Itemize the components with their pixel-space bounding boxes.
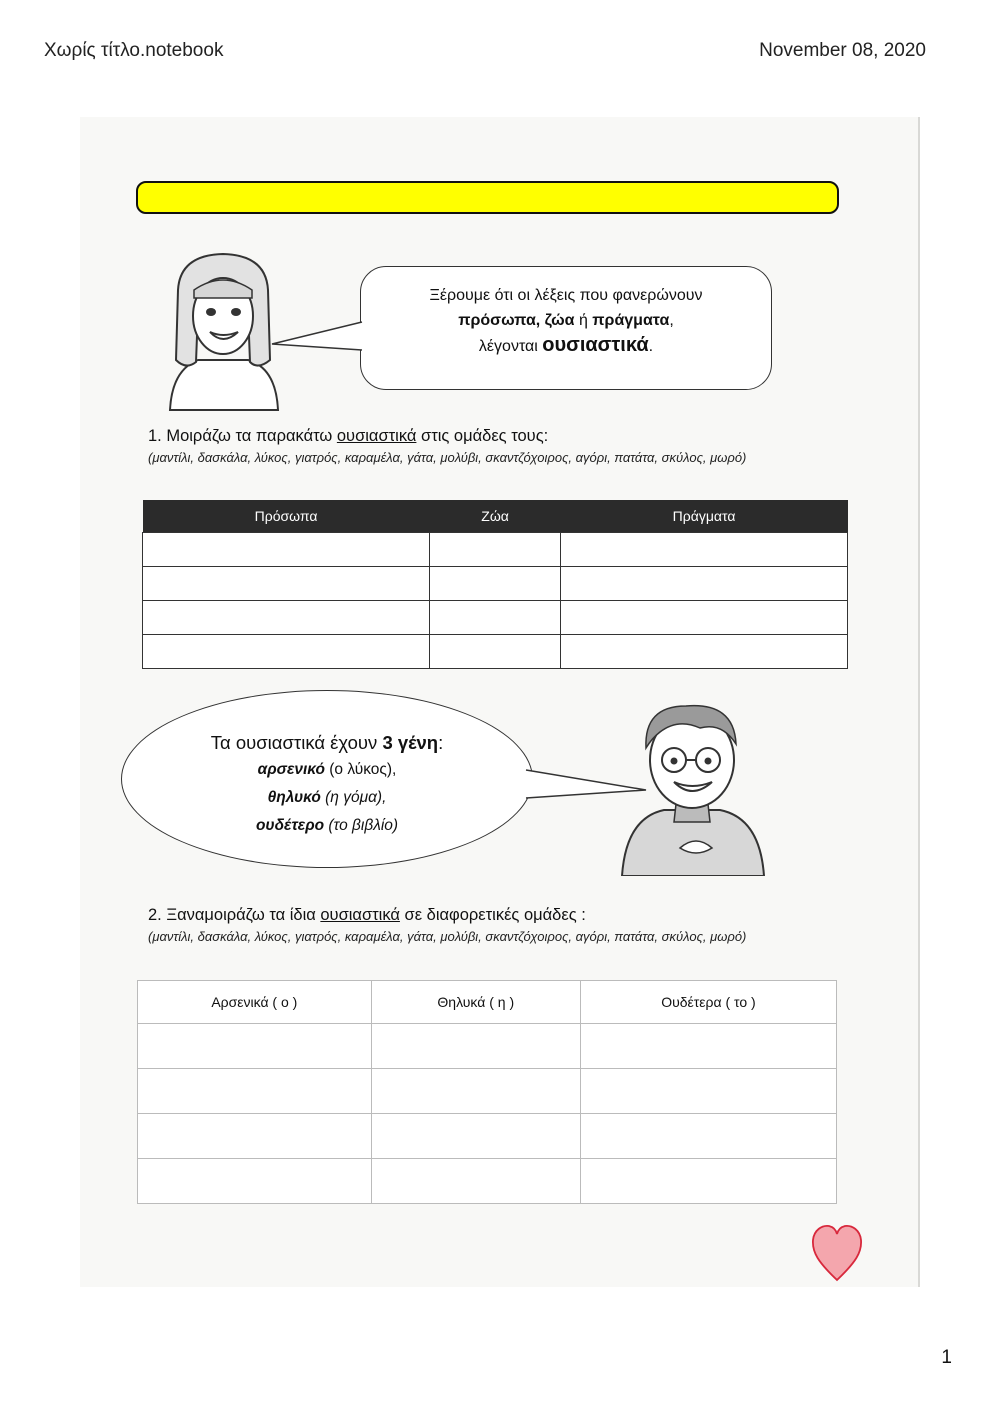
boy-illustration-icon xyxy=(616,698,768,876)
bubble-line xyxy=(361,333,771,359)
header-masculine: Αρσενικά ( ο ) xyxy=(138,981,372,1024)
answer-cell[interactable] xyxy=(143,601,430,635)
gender-feminine: θηλυκό xyxy=(267,789,321,806)
answer-cell[interactable] xyxy=(138,1069,372,1114)
speech-bubble-nouns xyxy=(360,266,772,390)
bubble-line: Ξέρουμε ότι οι λέξεις που φανερώνουν xyxy=(429,287,703,304)
answer-cell[interactable] xyxy=(138,1024,372,1069)
answer-cell[interactable] xyxy=(138,1114,372,1159)
table-row xyxy=(138,1024,837,1069)
bubble-text: : xyxy=(438,732,444,753)
bubble-line xyxy=(361,308,771,333)
bubble-line xyxy=(122,729,532,756)
table-row xyxy=(143,567,848,601)
answer-cell[interactable] xyxy=(430,601,561,635)
answer-cell[interactable] xyxy=(580,1024,836,1069)
header-persons: Πρόσωπα xyxy=(143,500,430,533)
sort-table-genders xyxy=(137,980,837,1204)
document-title: Χωρίς τίτλο.notebook xyxy=(44,40,224,61)
answer-cell[interactable] xyxy=(138,1159,372,1204)
answer-cell[interactable] xyxy=(580,1114,836,1159)
bubble-text: ή xyxy=(574,312,593,329)
bubble-text: λέγονται xyxy=(478,338,543,355)
bubble-line xyxy=(122,784,532,812)
answer-cell[interactable] xyxy=(561,567,848,601)
answer-cell[interactable] xyxy=(143,567,430,601)
question-keyword: ουσιαστικά xyxy=(336,427,417,445)
question-2 xyxy=(148,906,586,925)
answer-cell[interactable] xyxy=(371,1069,580,1114)
answer-cell[interactable] xyxy=(371,1024,580,1069)
answer-cell[interactable] xyxy=(561,601,848,635)
bubble-tail xyxy=(270,318,364,354)
question-keyword: ουσιαστικά xyxy=(320,906,400,924)
title-highlight-bar[interactable] xyxy=(136,181,839,214)
bubble-bold: 3 γένη xyxy=(382,732,439,753)
answer-cell[interactable] xyxy=(580,1069,836,1114)
word-list-2: (μαντίλι, δασκάλα, λύκος, γιατρός, καραμέλα, γάτα, μολύβι, σκαντζόχοιρος, αγόρι, πατάτα, σκύλος, μωρό) xyxy=(148,929,747,944)
answer-cell[interactable] xyxy=(143,635,430,669)
bubble-keyword: ουσιαστικά xyxy=(542,334,649,356)
answer-cell[interactable] xyxy=(143,533,430,567)
answer-cell[interactable] xyxy=(561,533,848,567)
page-number: 1 xyxy=(941,1347,952,1368)
answer-cell[interactable] xyxy=(371,1159,580,1204)
table-row xyxy=(143,635,848,669)
header-things: Πράγματα xyxy=(561,500,848,533)
bubble-text: , xyxy=(669,312,674,329)
question-number: 1. xyxy=(148,427,162,445)
heart-icon[interactable] xyxy=(810,1222,864,1284)
bubble-text: . xyxy=(648,338,654,355)
bubble-bold: πράγματα xyxy=(592,312,670,329)
bubble-line xyxy=(122,812,532,840)
word-list-1: (μαντίλι, δασκάλα, λύκος, γιατρός, καραμέλα, γάτα, μολύβι, σκαντζόχοιρος, αγόρι, πατάτα, σκύλος, μωρό) xyxy=(148,450,747,465)
question-text: στις ομάδες τους: xyxy=(416,427,549,445)
bubble-text: (η γόμα), xyxy=(320,789,387,806)
header-feminine: Θηλυκά ( η ) xyxy=(371,981,580,1024)
bubble-text: (ο λύκος), xyxy=(324,761,397,778)
answer-cell[interactable] xyxy=(580,1159,836,1204)
gender-neuter: ουδέτερο xyxy=(255,817,325,834)
answer-cell[interactable] xyxy=(430,635,561,669)
bubble-text: (το βιβλίο) xyxy=(324,817,399,834)
bubble-line xyxy=(122,756,532,784)
bubble-bold: πρόσωπα, ζώα xyxy=(458,312,575,329)
table-row xyxy=(138,1069,837,1114)
header-neuter: Ουδέτερα ( το ) xyxy=(580,981,836,1024)
question-number: 2. xyxy=(148,906,162,924)
answer-cell[interactable] xyxy=(371,1114,580,1159)
document-date: November 08, 2020 xyxy=(759,40,926,61)
speech-bubble-genders xyxy=(121,690,533,868)
question-text: Μοιράζω τα παρακάτω xyxy=(161,427,337,445)
table-row xyxy=(138,1159,837,1204)
table-row xyxy=(143,533,848,567)
answer-cell[interactable] xyxy=(430,567,561,601)
girl-illustration-icon xyxy=(158,250,288,415)
question-1 xyxy=(148,427,548,446)
gender-masculine: αρσενικό xyxy=(257,761,325,778)
table-row xyxy=(138,1114,837,1159)
table-row xyxy=(143,601,848,635)
bubble-text: Τα ουσιαστικά έχουν xyxy=(210,732,383,753)
sort-table-categories xyxy=(142,500,848,669)
question-text: σε διαφορετικές ομάδες : xyxy=(399,906,586,924)
header-animals: Ζώα xyxy=(430,500,561,533)
answer-cell[interactable] xyxy=(430,533,561,567)
question-text: Ξαναμοιράζω τα ίδια xyxy=(161,906,321,924)
answer-cell[interactable] xyxy=(561,635,848,669)
